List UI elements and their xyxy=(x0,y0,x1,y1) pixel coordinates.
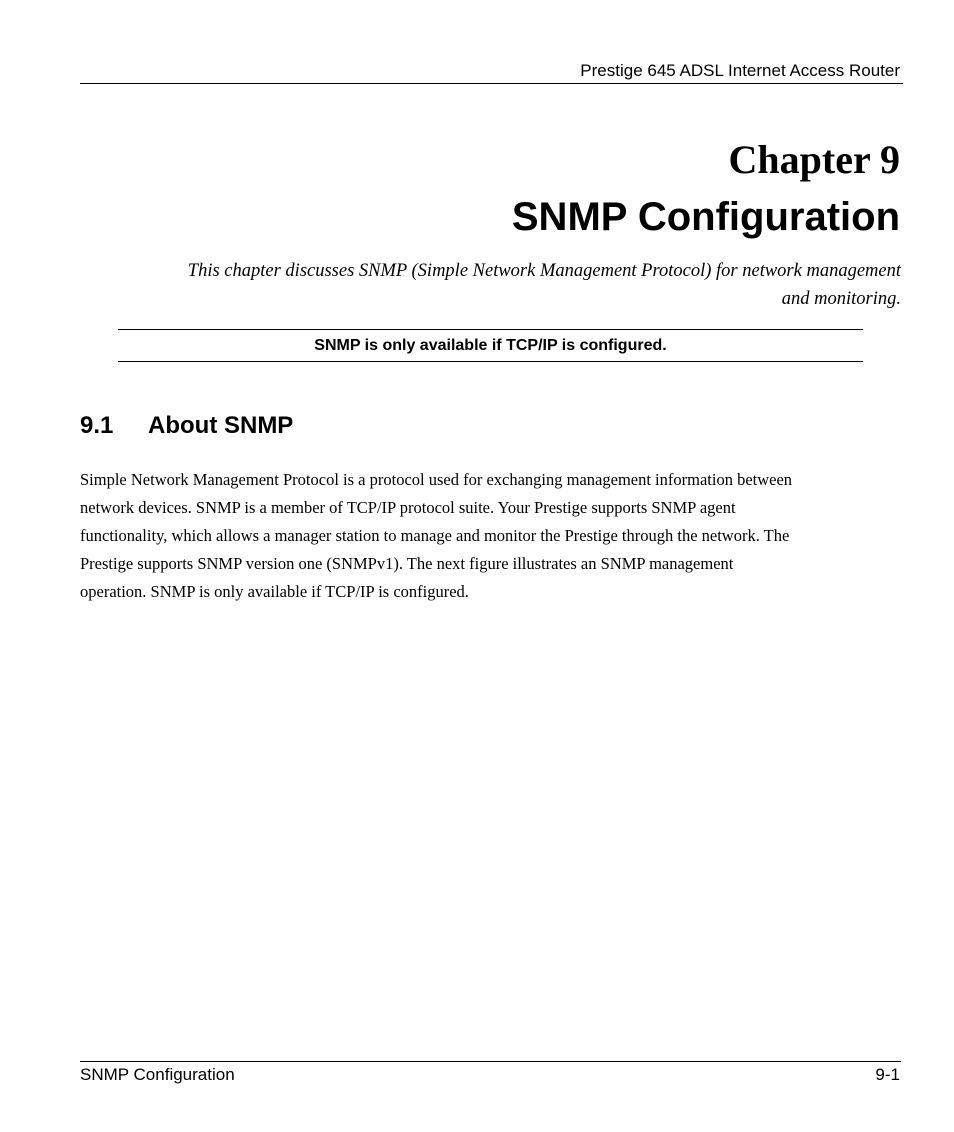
body-paragraph xyxy=(80,466,906,606)
footer-section-name: SNMP Configuration xyxy=(80,1065,235,1084)
chapter-intro-line: This chapter discusses SNMP (Simple Network Management Protocol) for network management xyxy=(187,261,901,281)
chapter-intro-line: and monitoring. xyxy=(781,289,901,309)
section-heading xyxy=(80,410,293,442)
section-title: About SNMP xyxy=(148,412,294,439)
footer-divider xyxy=(80,1061,901,1062)
note-text: SNMP is only available if TCP/IP is configured. xyxy=(314,336,667,354)
chapter-title: SNMP Configuration xyxy=(511,195,900,239)
running-header: Prestige 645 ADSL Internet Access Router xyxy=(580,61,900,80)
paragraph-line: functionality, which allows a manager station to manage and monitor the Prestige through the network. The xyxy=(80,526,790,545)
paragraph-line: network devices. SNMP is a member of TCP/IP protocol suite. Your Prestige supports SNMP agent xyxy=(80,498,736,517)
paragraph-line: Simple Network Management Protocol is a protocol used for exchanging management information between xyxy=(80,470,793,489)
page-number: 9-1 xyxy=(875,1065,900,1084)
chapter-label: Chapter 9 xyxy=(728,137,900,182)
paragraph-line: operation. SNMP is only available if TCP/IP is configured. xyxy=(80,582,469,601)
paragraph-line: Prestige supports SNMP version one (SNMPv1). The next figure illustrates an SNMP management xyxy=(80,554,734,573)
note-box xyxy=(118,329,863,362)
section-number: 9.1 xyxy=(80,412,114,439)
chapter-intro xyxy=(80,257,901,313)
header-divider xyxy=(80,83,903,84)
